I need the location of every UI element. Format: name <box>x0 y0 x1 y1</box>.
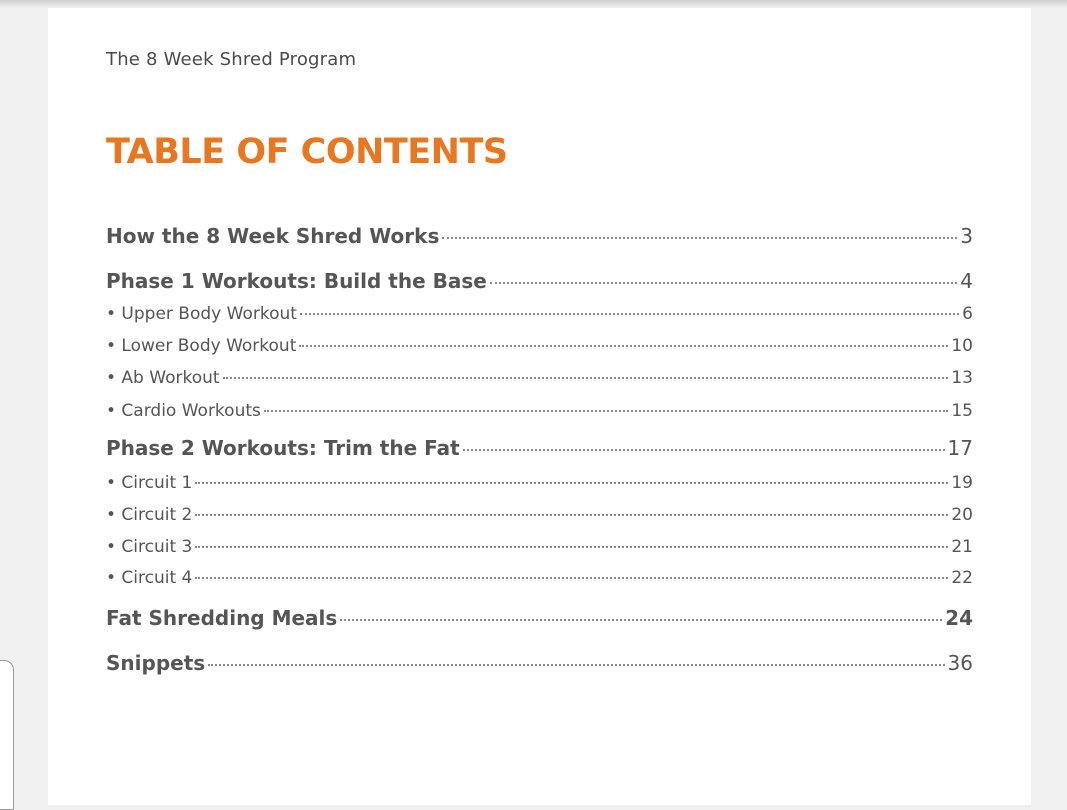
toc-leader <box>442 237 957 239</box>
toc-leader <box>195 577 948 579</box>
toc-entry-label: • Ab Workout <box>106 368 220 388</box>
toc-entry-label: • Lower Body Workout <box>106 336 297 356</box>
side-panel-tab[interactable] <box>0 660 14 810</box>
toc-entry-page: 6 <box>962 304 973 324</box>
toc-entry-page: 19 <box>951 473 973 493</box>
toc-entry[interactable] <box>106 224 973 248</box>
toc-entry-page: 20 <box>951 505 973 525</box>
toc-entry-page: 17 <box>947 436 973 460</box>
toc-leader <box>264 410 948 412</box>
toc-entry-label: • Circuit 2 <box>106 505 193 525</box>
toc-entry-label: • Upper Body Workout <box>106 304 297 324</box>
toc-entry[interactable] <box>106 568 973 588</box>
toc-entry-label: • Cardio Workouts <box>106 401 261 421</box>
toc-entry-page: 36 <box>947 651 973 675</box>
toc-entry[interactable] <box>106 368 973 388</box>
toc-entry-label: Phase 1 Workouts: Build the Base <box>106 269 487 293</box>
toc-entry-label: • Circuit 1 <box>106 473 193 493</box>
toc-entry-page: 13 <box>951 368 973 388</box>
toc-entry[interactable] <box>106 606 973 630</box>
viewer-top-shadow <box>0 0 1067 8</box>
running-head: The 8 Week Shred Program <box>106 49 357 70</box>
toc-entry-page: 4 <box>960 269 973 293</box>
toc-leader <box>340 619 942 621</box>
toc-entry-label: • Circuit 3 <box>106 537 193 557</box>
toc-entry-page: 21 <box>951 537 973 557</box>
toc-entry-label: Snippets <box>106 651 206 675</box>
document-page <box>48 8 1031 805</box>
toc-entry[interactable] <box>106 473 973 493</box>
toc-leader <box>463 449 945 451</box>
toc-title: TABLE OF CONTENTS <box>106 132 508 172</box>
toc-entry-label: • Circuit 4 <box>106 568 193 588</box>
toc-entry-page: 24 <box>945 606 973 630</box>
toc-leader <box>195 482 948 484</box>
toc-entry[interactable] <box>106 436 973 460</box>
toc-entry[interactable] <box>106 401 973 421</box>
toc-leader <box>195 546 948 548</box>
toc-leader <box>300 313 959 315</box>
toc-entry-page: 15 <box>951 401 973 421</box>
toc-entry-page: 10 <box>951 336 973 356</box>
toc-entry-page: 3 <box>960 224 973 248</box>
toc-entry[interactable] <box>106 304 973 324</box>
toc-entry[interactable] <box>106 505 973 525</box>
toc-entry-label: Phase 2 Workouts: Trim the Fat <box>106 436 460 460</box>
toc-entry[interactable] <box>106 537 973 557</box>
toc-entry-label: How the 8 Week Shred Works <box>106 224 440 248</box>
toc-leader <box>490 282 957 284</box>
toc-leader <box>195 514 948 516</box>
toc-entry[interactable] <box>106 269 973 293</box>
toc-entry-label: Fat Shredding Meals <box>106 606 338 630</box>
toc-leader <box>223 377 949 379</box>
toc-leader <box>208 664 944 666</box>
toc-entry[interactable] <box>106 651 973 675</box>
toc-leader <box>299 345 948 347</box>
toc-entry-page: 22 <box>951 568 973 588</box>
toc-entry[interactable] <box>106 336 973 356</box>
